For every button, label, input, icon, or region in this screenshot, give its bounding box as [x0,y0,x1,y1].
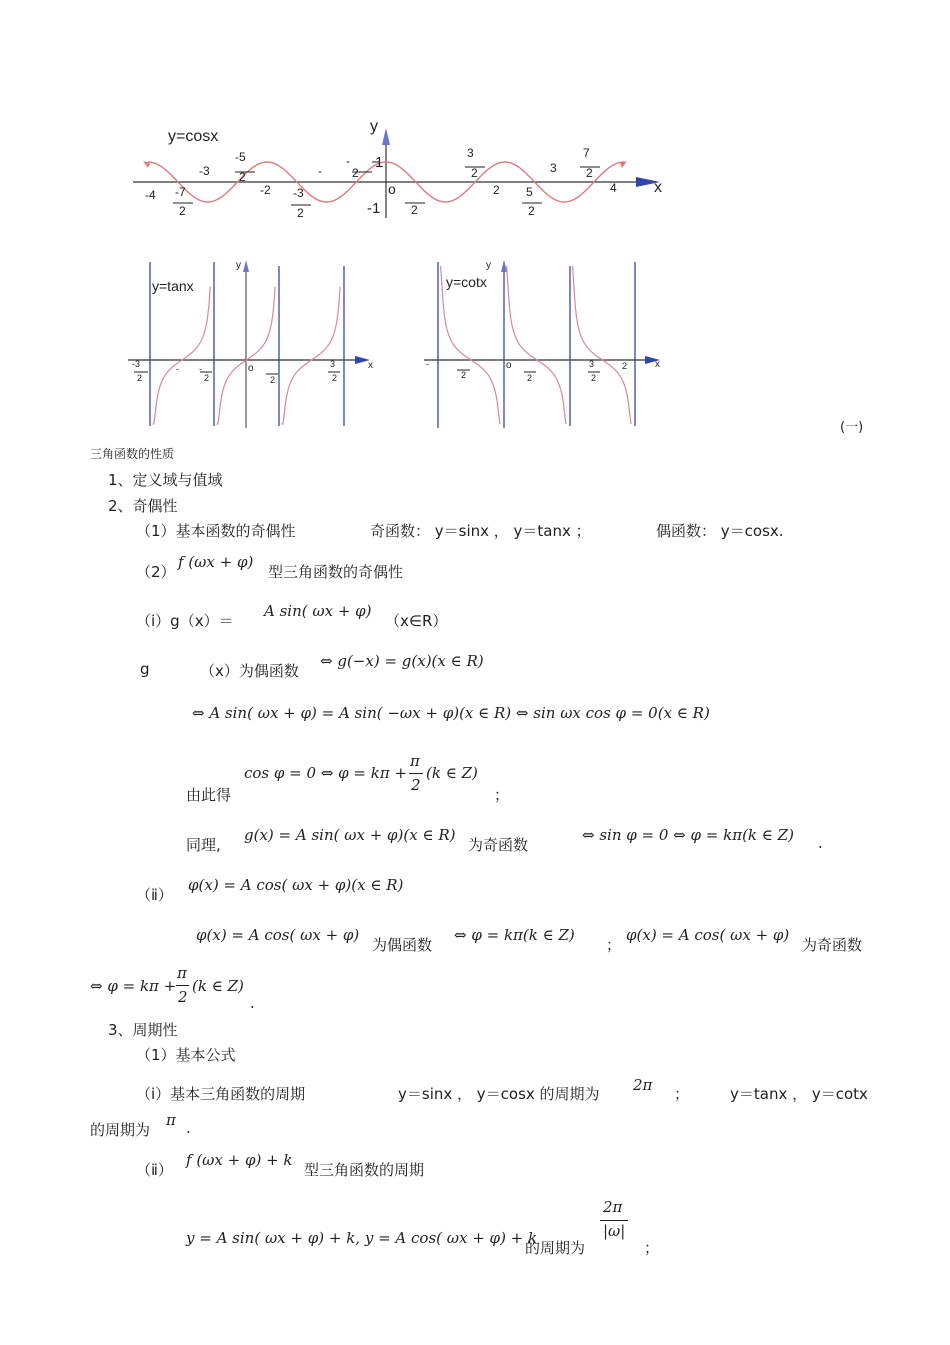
g-label: g [140,660,150,678]
tick-label: 2 [591,373,597,383]
tick-label: 2 [527,373,533,383]
frac-den: 2 [179,204,186,218]
cos-y-label: y [370,118,378,135]
cos-one: 1 [375,154,384,171]
formula: φ(x) = A cos( ωx + φ) [626,926,790,944]
fraction-bar [409,773,423,774]
formula: cos φ = 0 ⇔ φ = kπ + [244,764,408,782]
tick-label: 2 [461,370,467,380]
tan-origin: o [248,363,254,374]
formula: (k ∈ Z) [192,977,244,995]
formula: g(x) = A sin( ωx + φ)(x ∈ R) [244,826,456,844]
tan-x-label: x [368,360,373,371]
similarly-label: 同理, [186,836,221,854]
y-axis-arrow-icon [501,260,507,272]
period-dot: . [818,834,823,852]
formula: 2π [633,1076,653,1094]
semicolon: ； [674,1085,690,1103]
period-is-label: 的周期为 [525,1239,586,1257]
cos-origin: o [388,181,396,197]
formula: A sin( ωx + φ) [264,602,372,620]
frac-den: 2 [352,166,359,180]
hence-label: 由此得 [186,786,232,804]
frac-den: 2 [586,166,593,180]
formula-pi: π [410,752,420,770]
cot-y-label: y [486,260,491,271]
semicolon: ； [644,1239,660,1257]
formula-numerator: 2π [603,1198,623,1216]
tan-title: y=tanx [152,278,194,294]
tick-label: 2 [332,373,338,383]
frac-num: 5 [526,185,533,199]
formula-two: 2 [411,776,421,794]
formula: ⇔ A sin( ωx + φ) = A sin( −ωx + φ)(x ∈ R) ⇔ sin ωx cos φ = 0(x ∈ R) [192,704,710,722]
formula: π [166,1111,176,1129]
figure-mark: (一) [840,420,864,435]
fraction-bar [176,985,189,986]
domain-note: （x∈R） [385,612,448,630]
formula-denominator: |ω| [603,1222,626,1240]
tan-y-label: y [236,260,241,271]
cos-x-label: x [654,179,662,196]
frac-num: -3 [293,186,304,200]
frac-den: 2 [297,206,304,220]
frac-num: -5 [235,150,246,164]
cot-x-label: x [655,359,660,370]
frac-den: 2 [239,170,246,184]
formula-pi: π [177,964,187,982]
frac-den: 2 [411,203,418,217]
tick-label: - [199,364,202,374]
frac-den: 2 [471,166,478,180]
odd-label: 为奇函数 [802,936,863,954]
formula: f (ωx + φ) [178,553,254,571]
frac-num: - [346,154,350,168]
tick-label: 2 [493,183,500,197]
basic-period-label: （ⅰ）基本三角函数的周期 [136,1085,306,1103]
formula: φ(x) = A cos( ωx + φ)(x ∈ R) [188,876,404,894]
tick-label: 2 [622,361,628,371]
tick-label: 4 [610,181,617,195]
formula: ⇔ sin φ = 0 ⇔ φ = kπ(k ∈ Z) [582,826,794,844]
frac-num: -7 [175,185,186,199]
case-i-label: （ⅰ）g（x）＝ [136,612,234,630]
case-ii-label: （ⅱ） [136,886,173,904]
tick-label: -3 [199,164,210,178]
formula-two: 2 [178,988,188,1006]
frac-den: 2 [528,204,535,218]
fraction-bar [600,1220,628,1221]
formula: φ(x) = A cos( ωx + φ) [196,926,360,944]
tick-label: 2 [204,373,210,383]
tick-label: -2 [260,183,271,197]
basic-formula-label: （1）基本公式 [136,1046,236,1064]
semicolon: ； [606,936,622,954]
even-condition-label: （x）为偶函数 [200,662,299,680]
tick-label: 3 [550,161,557,175]
cos-neg-one: -1 [367,200,381,217]
period-type-label: 型三角函数的周期 [304,1161,425,1179]
cos-title: y=cosx [168,128,219,145]
formula: ⇔ g(−x) = g(x)(x ∈ R) [320,652,484,670]
even-label: 为偶函数 [372,936,433,954]
formula: f (ωx + φ) + k [186,1151,293,1169]
parity-type-prefix: （2） [136,563,176,581]
parity-odd-functions: 奇函数： y＝sinx ， y＝tanx ； [370,522,591,540]
tick-label: 2 [270,375,276,385]
period-dot: . [186,1119,191,1137]
frac-num: - [318,164,322,178]
tick-label: 2 [137,373,143,383]
section-title: 三角函数的性质 [90,447,175,461]
tick-label: -4 [145,188,156,202]
cot-graph [0,0,950,440]
odd-label: 为奇函数 [468,836,529,854]
cot-origin: o [506,360,512,371]
formula: (k ∈ Z) [426,764,478,782]
semicolon: ； [494,786,510,804]
heading-periodicity: 3、周期性 [108,1021,178,1039]
formula: y = A sin( ωx + φ) + k, y = A cos( ωx + φ) + k [186,1229,538,1247]
tick-label: 3 [330,359,336,369]
sin-cos-period: y＝sinx ， y＝cosx 的周期为 [398,1085,600,1103]
heading-domain-range: 1、定义域与值域 [108,471,223,489]
tick-label: - [426,359,429,369]
frac-num: 3 [467,146,474,160]
parity-basic-label: （1）基本函数的奇偶性 [136,522,296,540]
parity-even-functions: 偶函数： y＝cosx. [656,522,784,540]
case-ii-label: （ⅱ） [136,1161,173,1179]
formula: ⇔ φ = kπ(k ∈ Z) [454,926,575,944]
frac-num: 7 [583,146,590,160]
tick-label: -3 [132,359,141,369]
formula: ⇔ φ = kπ + [90,977,177,995]
cot-title: y=cotx [446,274,487,290]
tick-label: 3 [589,359,595,369]
tick-label: - [176,364,179,374]
period-dot: . [250,994,255,1012]
tan-cot-label: y＝tanx ， y＝cotx [730,1085,868,1103]
parity-type-label: 型三角函数的奇偶性 [268,563,404,581]
heading-parity: 2、奇偶性 [108,497,178,515]
period-is-label: 的周期为 [90,1121,151,1139]
